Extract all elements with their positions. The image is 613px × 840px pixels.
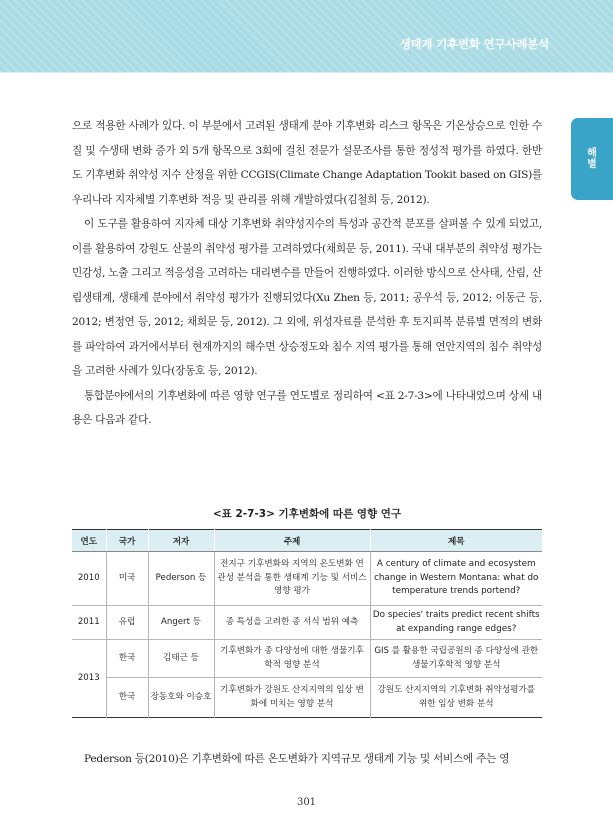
body-text <box>72 114 542 433</box>
header-author: 저자 <box>148 530 214 552</box>
cell-title: GIS 를 활용한 국립공원의 종 다양성에 관한 생물기후학적 영향 분석 <box>370 640 542 678</box>
cell-topic: 전지구 기후변화와 지역의 온도변화 연관성 분석을 통한 생태계 기능 및 서비스 영향 평가 <box>214 552 370 606</box>
header-divider <box>0 72 613 73</box>
header-country: 국가 <box>106 530 148 552</box>
cell-country: 한국 <box>106 640 148 678</box>
cell-year: 2011 <box>72 606 106 640</box>
research-table <box>72 529 542 718</box>
header-title: 제목 <box>370 530 542 552</box>
header-year: 연도 <box>72 530 106 552</box>
cell-country: 미국 <box>106 552 148 606</box>
table-row <box>72 678 542 718</box>
page-number: 301 <box>296 797 317 808</box>
side-tab-char-1: 해 <box>587 148 597 159</box>
cell-author: Pederson 등 <box>148 552 214 606</box>
cell-author: Angert 등 <box>148 606 214 640</box>
paragraph-1: 으로 적용한 사례가 있다. 이 부분에서 고려된 생태계 분야 기후변화 리스크 항목은 기온상승으로 인한 수질 및 수생태 변화 증가 외 5개 항목으로 3회에 걸친 전문가 설문조사를 통한 정성적 평가를 하였다. 한반도 기후변화 취약성 지수 산정을 위한 CCGIS(Climate Change Adaptation Tookit based on GIS)를 우리나라 지자체별 기후변화 적응 및 관리를 위해 개발하였다(김철희 등, 2012). <box>72 120 542 206</box>
table-header-row <box>72 530 542 552</box>
side-tab-char-2: 별 <box>587 159 597 170</box>
paragraph-3: 통합분야에서의 기후변화에 따른 영향 연구를 연도별로 정리하여 <표 2-7-3>에 나타내었으며 상세 내용은 다음과 같다. <box>72 389 542 426</box>
paragraph-2: 이 도구를 활용하여 지자체 대상 기후변화 취약성지수의 특성과 공간적 분포를 살펴볼 수 있게 되었고, 이를 활용하여 강원도 산불의 취약성 평가를 고려하였다(채희문 등, 2011). 국내 대부분의 취약성 평가는 민감성, 노출 그리고 적응성을 고려하는 대리변수를 만들어 진행하였다. 이러한 방식으로 산사태, 산림, 산림생태계, 생태계 분야에서 취약성 평가가 진행되었다(Xu Zhen 등, 2011; 공우석 등, 2012; 이동근 등, 2012; 변정연 등, 2012; 채희문 등, 2012). 그 외에, 위성자료를 분석한 후 토지피복 분류별 면적의 변화를 파악하여 과거에서부터 현재까지의 해수면 상승정도와 침수 지역 평가를 통해 연안지역의 침수 취약성을 고려한 사례가 있다(장동호 등, 2012). <box>72 218 542 377</box>
table-caption: <표 2-7-3> 기후변화에 따른 영향 연구 <box>212 508 402 520</box>
cell-title: A century of climate and ecosystem change in Western Montana: what do temperature trends portend? <box>370 552 542 606</box>
running-header-title: 생태계 기후변화 연구사례분석 <box>399 37 549 51</box>
header-band <box>0 0 613 72</box>
cell-year: 2010 <box>72 552 106 606</box>
continuing-paragraph: Pederson 등(2010)은 기후변화에 따른 온도변화가 지역규모 생태계 기능 및 서비스에 주는 영 <box>84 753 510 765</box>
header-topic: 주제 <box>214 530 370 552</box>
cell-author: 장동호와 이승호 <box>148 678 214 718</box>
cell-author: 김태근 등 <box>148 640 214 678</box>
cell-topic: 종 특성을 고려한 종 서식 범위 예측 <box>214 606 370 640</box>
cell-topic: 기후변화가 종 다양성에 대한 생물기후학적 영향 분석 <box>214 640 370 678</box>
cell-country: 유럽 <box>106 606 148 640</box>
table-row <box>72 552 542 606</box>
cell-year: 2013 <box>72 640 106 718</box>
cell-topic: 기후변화가 강원도 산지지역의 임상 변화에 미치는 영향 분석 <box>214 678 370 718</box>
cell-country: 한국 <box>106 678 148 718</box>
table-row <box>72 640 542 678</box>
cell-title: Do species' traits predict recent shifts at expanding range edges? <box>370 606 542 640</box>
cell-title: 강원도 산지지역의 기후변화 취약성평가를 위한 임상 변화 분석 <box>370 678 542 718</box>
table-row <box>72 606 542 640</box>
chapter-side-tab <box>571 118 613 200</box>
